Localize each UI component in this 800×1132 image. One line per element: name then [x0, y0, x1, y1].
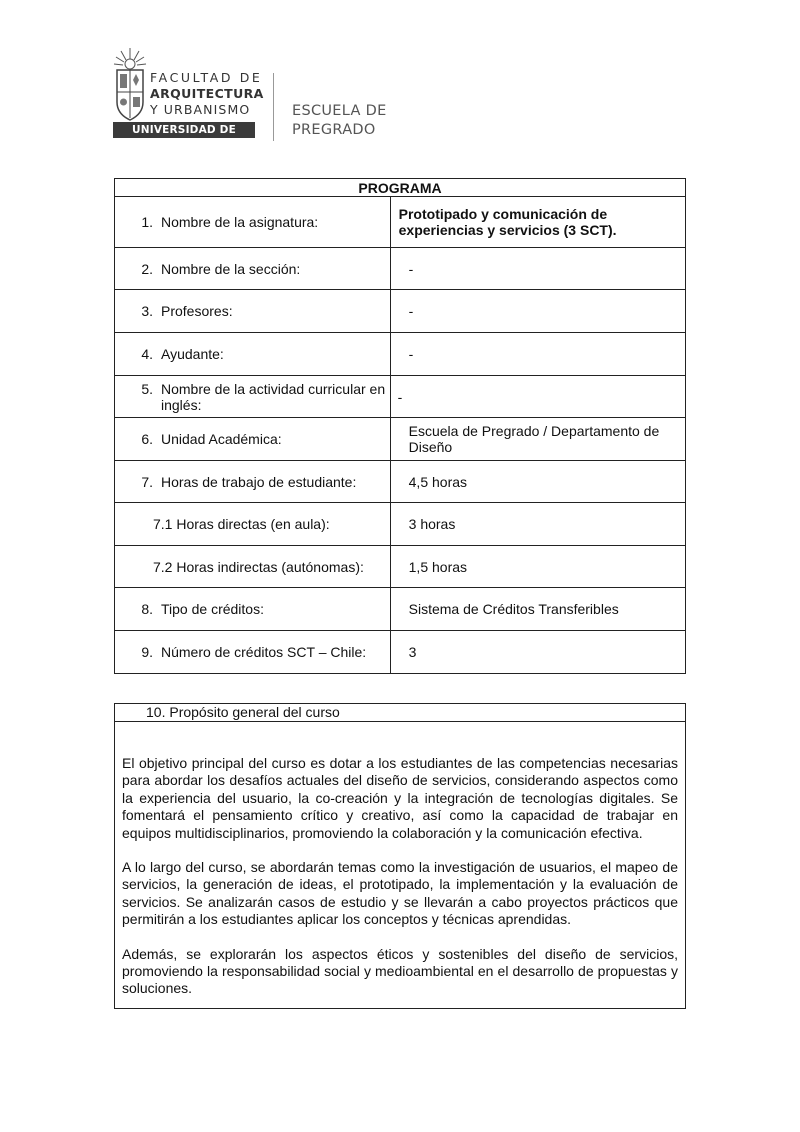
row-number: 1.	[141, 214, 153, 230]
faculty-line-3: Y URBANISMO	[150, 102, 251, 117]
row-number: 9.	[141, 644, 153, 660]
header	[113, 46, 433, 152]
row-label: Tipo de créditos:	[161, 601, 264, 617]
row-number: 6.	[141, 431, 153, 447]
row-label: Nombre de la sección:	[161, 260, 301, 277]
professors: -	[408, 303, 414, 319]
header-divider	[273, 73, 274, 141]
assistant: -	[408, 346, 414, 362]
student-hours: 4,5 horas	[408, 473, 468, 490]
academic-unit: Escuela de Pregrado / Departamento de Diseño	[408, 423, 660, 455]
row-label: Nombre de la actividad curricular en inglés:	[161, 380, 386, 413]
school-line-2: PREGRADO	[292, 122, 376, 138]
table-row	[115, 588, 686, 631]
table-row	[115, 631, 686, 674]
program-table	[114, 178, 686, 674]
school-name	[292, 102, 387, 140]
table-row	[115, 290, 686, 333]
table-row	[115, 503, 686, 546]
university-bar: UNIVERSIDAD DE CHILE	[113, 122, 255, 138]
faculty-line-2: ARQUITECTURA	[150, 86, 264, 101]
table-row	[115, 248, 686, 290]
school-line-1: ESCUELA DE	[292, 103, 387, 119]
credit-type: Sistema de Créditos Transferibles	[408, 601, 619, 617]
program-title: PROGRAMA	[115, 179, 686, 197]
course-name: Prototipado y comunicación de experiencias y servicios (3 SCT).	[398, 206, 617, 238]
row-label: Horas de trabajo de estudiante:	[161, 473, 357, 490]
university-emblem-icon	[113, 46, 147, 132]
table-row	[115, 333, 686, 376]
row-label: Profesores:	[161, 303, 233, 319]
purpose-section	[114, 703, 686, 1009]
row-number: 7.	[141, 473, 153, 490]
row-label: 7.2 Horas indirectas (autónomas):	[153, 558, 364, 575]
row-number: 8.	[141, 601, 153, 617]
row-label: Número de créditos SCT – Chile:	[161, 644, 367, 660]
table-row	[115, 418, 686, 461]
indirect-hours: 1,5 horas	[408, 558, 468, 575]
row-number: 4.	[141, 346, 153, 362]
purpose-heading: 10. Propósito general del curso	[115, 704, 685, 722]
row-number: 5.	[141, 380, 153, 397]
section-name: -	[408, 260, 414, 277]
row-label: Ayudante:	[161, 346, 224, 362]
table-row	[115, 197, 686, 248]
table-row	[115, 376, 686, 418]
row-label: Nombre de la asignatura:	[161, 214, 319, 230]
purpose-body	[115, 722, 685, 998]
sct-credits: 3	[408, 644, 417, 660]
table-row	[115, 546, 686, 588]
purpose-paragraph-1: El objetivo principal del curso es dotar a los estudiantes de las competencias necesarias para abordar los desafíos actuales del diseño de servicios, considerando aspectos como la experiencia del usuario, la co-creación y la integración de tecnologías digitales. Se fomentará el pensamiento crítico y creativo, así como la capacidad de trabajar en equipos multidisciplinarios, promoviendo la colaboración y la comunicación efectiva.	[122, 755, 678, 841]
faculty-line-1: FACULTAD DE	[150, 70, 263, 85]
table-row	[115, 461, 686, 503]
row-number: 3.	[141, 303, 153, 319]
direct-hours: 3 horas	[408, 516, 456, 532]
row-number: 2.	[141, 260, 153, 277]
purpose-paragraph-3: Además, se explorarán los aspectos éticos y sostenibles del diseño de servicios, promoviendo la responsabilidad social y medioambiental en el desarrollo de propuestas y soluciones.	[122, 945, 678, 997]
purpose-paragraph-2: A lo largo del curso, se abordarán temas como la investigación de usuarios, el mapeo de servicios, la generación de ideas, el prototipado, la implementación y la evaluación de servicios. Se analizarán casos de estudio y se llevarán a cabo proyectos prácticos que permitirán a los estudiantes aplicar los conceptos y técnicas aprendidas.	[122, 859, 678, 928]
english-name: -	[397, 388, 403, 405]
row-label: Unidad Académica:	[161, 431, 282, 447]
faculty-name	[150, 70, 264, 118]
row-label: 7.1 Horas directas (en aula):	[153, 516, 330, 532]
